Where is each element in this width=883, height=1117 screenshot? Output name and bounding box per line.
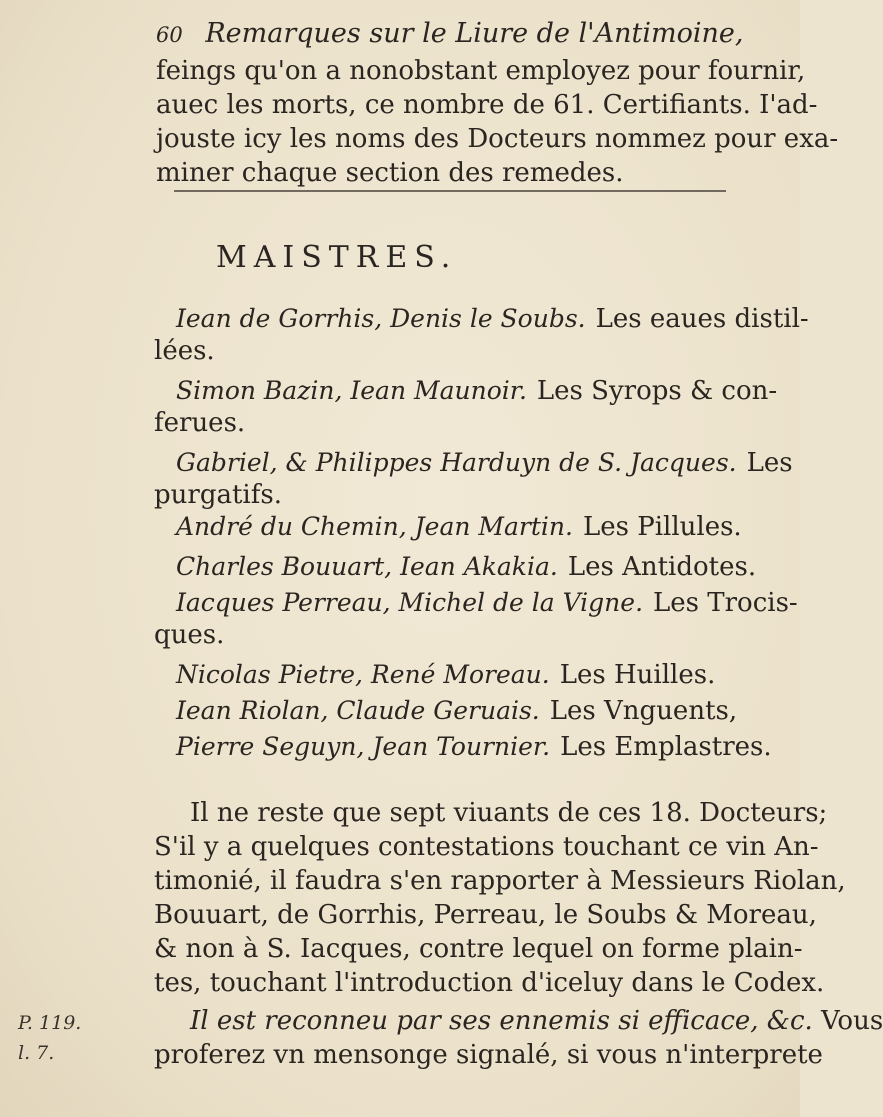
master-entry bbox=[176, 694, 737, 728]
master-entry bbox=[176, 730, 772, 764]
master-subject: Les Pillules. bbox=[582, 512, 742, 542]
opening-line: feings qu'on a nonobstant employez pour fournir, bbox=[156, 56, 806, 86]
master-entry bbox=[176, 302, 809, 336]
master-subject-continued: purgatifs. bbox=[154, 480, 282, 510]
master-entry bbox=[176, 446, 793, 480]
running-header bbox=[156, 14, 744, 54]
master-names: Iean Riolan, Claude Geruais. bbox=[176, 696, 540, 725]
opening-line: miner chaque section des remedes. bbox=[156, 158, 624, 188]
master-entry bbox=[176, 550, 756, 584]
master-entry bbox=[176, 374, 777, 408]
paragraph-line: tes, touchant l'introduction d'iceluy dans le Codex. bbox=[154, 968, 825, 998]
opening-line: auec les morts, ce nombre de 61. Certifiants. I'ad- bbox=[156, 90, 818, 120]
section-title: MAISTRES. bbox=[216, 240, 458, 275]
paragraph-line: Bouuart, de Gorrhis, Perreau, le Soubs & Moreau, bbox=[154, 900, 817, 930]
margin-note-line: l. 7. bbox=[18, 1042, 55, 1064]
master-names: Simon Bazin, Iean Maunoir. bbox=[176, 376, 527, 405]
master-subject: Les Huilles. bbox=[559, 660, 716, 690]
opening-line: jouste icy les noms des Docteurs nommez pour exa- bbox=[156, 124, 839, 154]
master-subject-continued: ferues. bbox=[154, 408, 246, 438]
master-names: Iean de Gorrhis, Denis le Soubs. bbox=[176, 304, 586, 333]
master-names: Pierre Seguyn, Jean Tournier. bbox=[176, 732, 551, 761]
paragraph-text: Vous bbox=[812, 1006, 883, 1036]
master-entry bbox=[176, 658, 715, 692]
paragraph-line: timonié, il faudra s'en rapporter à Messieurs Riolan, bbox=[154, 866, 846, 896]
master-names: Nicolas Pietre, René Moreau. bbox=[176, 660, 550, 689]
master-names: Charles Bouuart, Iean Akakia. bbox=[176, 552, 558, 581]
master-subject-continued: lées. bbox=[154, 336, 215, 366]
master-entry bbox=[176, 510, 742, 544]
master-subject: Les Trocis- bbox=[653, 588, 798, 618]
quoted-phrase: Il est reconneu par ses ennemis si efficace, &c. bbox=[190, 1006, 813, 1036]
master-subject: Les bbox=[746, 448, 793, 478]
master-subject: Les eaues distil- bbox=[595, 304, 809, 334]
master-subject: Les Antidotes. bbox=[567, 552, 757, 582]
master-subject: Les Emplastres. bbox=[560, 732, 772, 762]
paragraph-line: proferez vn mensonge signalé, si vous n'interprete bbox=[154, 1040, 823, 1070]
running-title: Remarques sur le Liure de l'Antimoine, bbox=[205, 18, 744, 49]
paragraph-line: S'il y a quelques contestations touchant ce vin An- bbox=[154, 832, 819, 862]
master-entry bbox=[176, 586, 798, 620]
margin-note-page: P. 119. bbox=[18, 1012, 82, 1034]
paragraph-line: & non à S. Iacques, contre lequel on forme plain- bbox=[154, 934, 803, 964]
master-names: Gabriel, & Philippes Harduyn de S. Jacques. bbox=[176, 448, 737, 477]
master-names: Iacques Perreau, Michel de la Vigne. bbox=[176, 588, 644, 617]
page-number: 60 bbox=[156, 23, 183, 47]
master-subject: Les Vnguents, bbox=[549, 696, 738, 726]
section-divider bbox=[174, 190, 726, 192]
paragraph-line: Il ne reste que sept viuants de ces 18. Docteurs; bbox=[190, 798, 828, 828]
paragraph-line bbox=[190, 1004, 883, 1038]
master-names: André du Chemin, Jean Martin. bbox=[176, 512, 573, 541]
master-subject: Les Syrops & con- bbox=[536, 376, 778, 406]
master-subject-continued: ques. bbox=[154, 620, 225, 650]
